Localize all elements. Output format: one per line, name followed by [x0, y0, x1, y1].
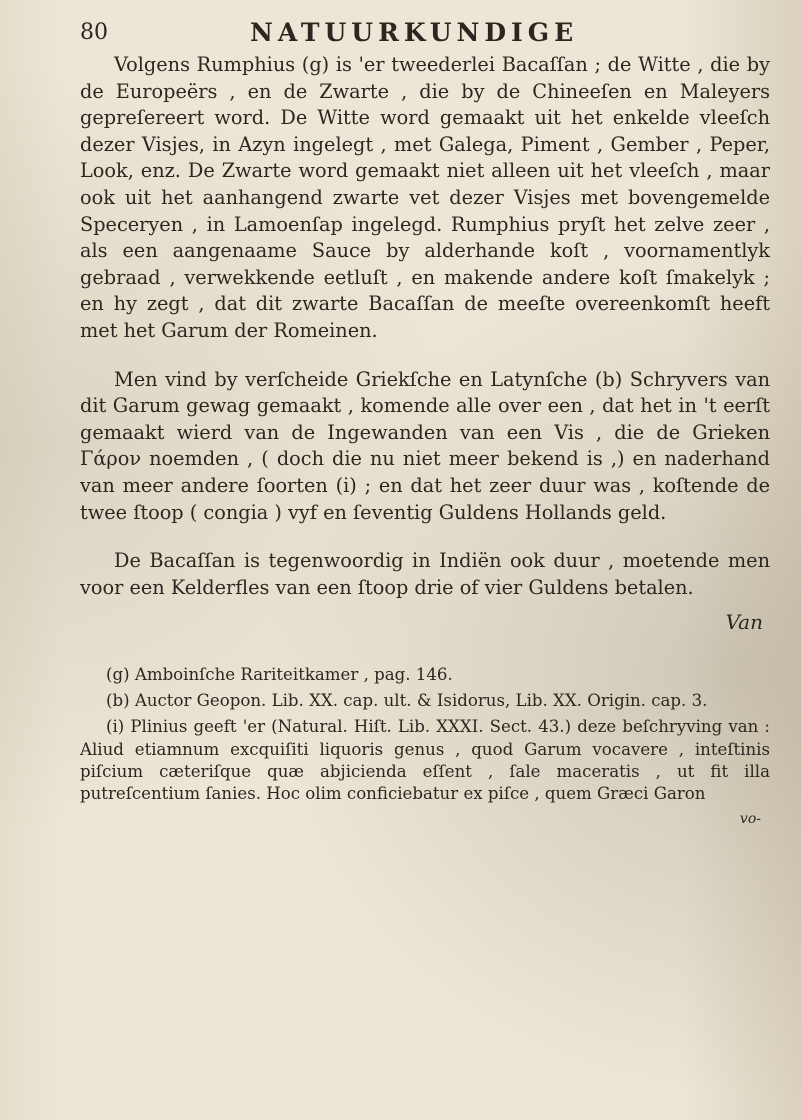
- paragraph-2: Men vind by verſcheide Griekſche en Latynſche (b) Schryvers van dit Garum gewag gemaakt , komende alle over een , dat het in 't eerſt gemaakt wierd van de Ingewanden van een Vis , die de Grieken Γάρον noemden , ( doch die nu niet meer bekend is ,) en naderhand van meer andere ſoorten (i) ; en dat het zeer duur was , koſtende de twee ſtoop ( congia ) vyf en ſeventig Guldens Hollands geld.: [80, 367, 770, 524]
- footnote-i: (i) Plinius geeft 'er (Natural. Hiſt. Lib. XXXI. Sect. 43.) deze beſchryving van : Aliud etiamnum excquiſiti liquoris genus , quod Garum vocavere , inteſtinis piſcium cæteriſque quæ abjicienda eſſent , ſale maceratis , ut fit illa putreſcentium ſanies. Hoc olim conficiebatur ex piſce , quem Græci Garon: [80, 717, 770, 804]
- page-number: 80: [80, 20, 108, 45]
- running-head: NATUURKUNDIGE: [250, 18, 579, 47]
- catchword: Van: [725, 610, 763, 634]
- paragraph-1: Volgens Rumphius (g) is 'er tweederlei Bacaſſan ; de Witte , die by de Europeërs , en de Zwarte , die by de Chineeſen en Maleyers gepreſereert word. De Witte word gemaakt uit het enkelde vleeſch dezer Visjes, in Azyn ingelegt , met Galega, Piment , Gember , Peper, Look, enz. De Zwarte word gemaakt niet alleen uit het vleeſch , maar ook uit het aanhangend zwarte vet dezer Visjes met bovengemelde Speceryen , in Lamoenſap ingelegd. Rumphius pryſt het zelve zeer , als een aangenaame Sauce by alderhande koſt , voornamentlyk gebraad , verwekkende eetluſt , en makende andere koſt ſmakelyk ; en hy zegt , dat dit zwarte Bacaſſan de meeſte overeenkomſt heeft met het Garum der Romeinen.: [80, 53, 770, 342]
- page-header: [0, 14, 801, 54]
- footnotes: [80, 664, 770, 809]
- paragraph-3: De Bacaſſan is tegenwoordig in Indiën ook duur , moetende men voor een Kelderfles van een ſtoop drie of vier Guldens betalen.: [80, 549, 770, 599]
- footnote-b: (b) Auctor Geopon. Lib. XX. cap. ult. & Isidorus, Lib. XX. Origin. cap. 3.: [106, 691, 708, 711]
- footnote-catchword: vo-: [739, 811, 761, 827]
- footnote-g: (g) Amboinſche Rariteitkamer , pag. 146.: [106, 665, 453, 684]
- main-text: [80, 52, 770, 601]
